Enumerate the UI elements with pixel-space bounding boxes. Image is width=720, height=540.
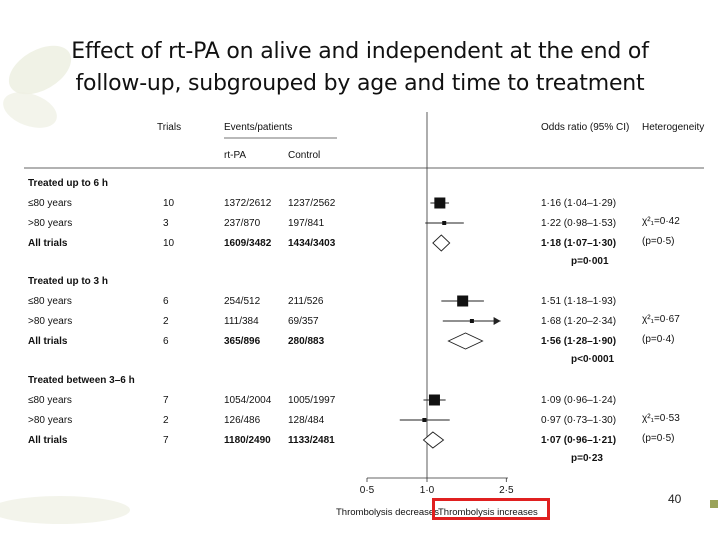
row-control: 69/357 xyxy=(288,316,319,327)
row-control: 1237/2562 xyxy=(288,198,336,209)
row-rtpa: 1372/2612 xyxy=(224,198,272,209)
x-axis-right-label: Thrombolysis increases xyxy=(438,507,538,518)
row-rtpa: 1609/3482 xyxy=(224,238,272,249)
row-trials: 2 xyxy=(163,415,169,426)
row-or-ci: 1·18 (1·07–1·30) xyxy=(541,238,617,249)
row-label: >80 years xyxy=(28,218,73,229)
header-events: Events/patients xyxy=(224,122,293,133)
group-label: Treated between 3–6 h xyxy=(28,375,135,386)
header-trials: Trials xyxy=(157,122,182,133)
row-rtpa: 1054/2004 xyxy=(224,395,272,406)
row-control: 280/883 xyxy=(288,336,325,347)
title-line-1: Effect of rt-PA on alive and independent at the end of xyxy=(71,39,649,64)
row-trials: 7 xyxy=(163,435,169,446)
row-or-ci: 1·56 (1·28–1·90) xyxy=(541,336,617,347)
row-label: ≤80 years xyxy=(28,198,72,209)
group-label: Treated up to 3 h xyxy=(28,276,109,287)
ci-arrow xyxy=(494,317,501,325)
row-rtpa: 365/896 xyxy=(224,336,261,347)
header-rtpa: rt-PA xyxy=(224,150,247,161)
row-trials: 6 xyxy=(163,296,169,307)
row-label: >80 years xyxy=(28,415,73,426)
row-label: ≤80 years xyxy=(28,395,72,406)
page-number: 40 xyxy=(668,492,682,506)
row-label: All trials xyxy=(28,435,68,446)
row-rtpa: 111/384 xyxy=(224,316,259,327)
summary-diamond xyxy=(423,432,443,448)
point-estimate xyxy=(442,221,446,225)
heterogeneity-p: (p=0·5) xyxy=(642,433,675,444)
row-label: All trials xyxy=(28,336,68,347)
row-or-ci: 1·68 (1·20–2·34) xyxy=(541,316,617,327)
row-control: 197/841 xyxy=(288,218,325,229)
row-rtpa: 237/870 xyxy=(224,218,261,229)
point-estimate xyxy=(457,296,468,307)
row-or-ci: 1·07 (0·96–1·21) xyxy=(541,435,617,446)
row-control: 1005/1997 xyxy=(288,395,336,406)
row-control: 128/484 xyxy=(288,415,325,426)
row-trials: 10 xyxy=(163,198,175,209)
row-rtpa: 254/512 xyxy=(224,296,261,307)
summary-diamond xyxy=(433,235,450,251)
title-line-2: follow-up, subgrouped by age and time to treatment xyxy=(75,71,645,96)
group-p-value: p=0·23 xyxy=(571,453,603,464)
header-heterogeneity: Heterogeneity xyxy=(642,122,705,133)
heterogeneity-stat: χ²₁=0·67 xyxy=(642,314,680,325)
row-label: All trials xyxy=(28,238,68,249)
row-trials: 7 xyxy=(163,395,169,406)
row-trials: 2 xyxy=(163,316,169,327)
x-axis-tick-label: 2·5 xyxy=(499,485,514,496)
summary-diamond xyxy=(448,333,482,349)
x-axis-tick-label: 0·5 xyxy=(359,485,375,496)
row-rtpa: 126/486 xyxy=(224,415,261,426)
x-axis-left-label: Thrombolysis decreases xyxy=(336,507,439,518)
point-estimate xyxy=(429,395,440,406)
header-odds-ratio: Odds ratio (95% CI) xyxy=(541,122,630,133)
x-axis-tick-label: 1·0 xyxy=(419,485,435,496)
group-p-value: p<0·0001 xyxy=(571,354,615,365)
row-or-ci: 1·51 (1·18–1·93) xyxy=(541,296,617,307)
row-rtpa: 1180/2490 xyxy=(224,435,271,446)
group-label: Treated up to 6 h xyxy=(28,178,109,189)
point-estimate xyxy=(422,418,426,422)
row-or-ci: 1·16 (1·04–1·29) xyxy=(541,198,617,209)
group-p-value: p=0·001 xyxy=(571,256,609,267)
row-label: >80 years xyxy=(28,316,73,327)
point-estimate xyxy=(434,198,445,209)
highlight-box xyxy=(432,498,550,520)
row-control: 211/526 xyxy=(288,296,324,307)
header-control: Control xyxy=(288,150,321,161)
row-control: 1434/3403 xyxy=(288,238,336,249)
row-or-ci: 1·09 (0·96–1·24) xyxy=(541,395,617,406)
heterogeneity-p: (p=0·4) xyxy=(642,334,675,345)
heterogeneity-p: (p=0·5) xyxy=(642,236,675,247)
row-trials: 3 xyxy=(163,218,169,229)
row-control: 1133/2481 xyxy=(288,435,335,446)
row-trials: 10 xyxy=(163,238,175,249)
point-estimate xyxy=(470,319,474,323)
row-label: ≤80 years xyxy=(28,296,72,307)
heterogeneity-stat: χ²₁=0·42 xyxy=(642,216,680,227)
heterogeneity-stat: χ²₁=0·53 xyxy=(642,413,680,424)
row-or-ci: 0·97 (0·73–1·30) xyxy=(541,415,617,426)
corner-square xyxy=(710,500,718,508)
row-or-ci: 1·22 (0·98–1·53) xyxy=(541,218,617,229)
row-trials: 6 xyxy=(163,336,169,347)
